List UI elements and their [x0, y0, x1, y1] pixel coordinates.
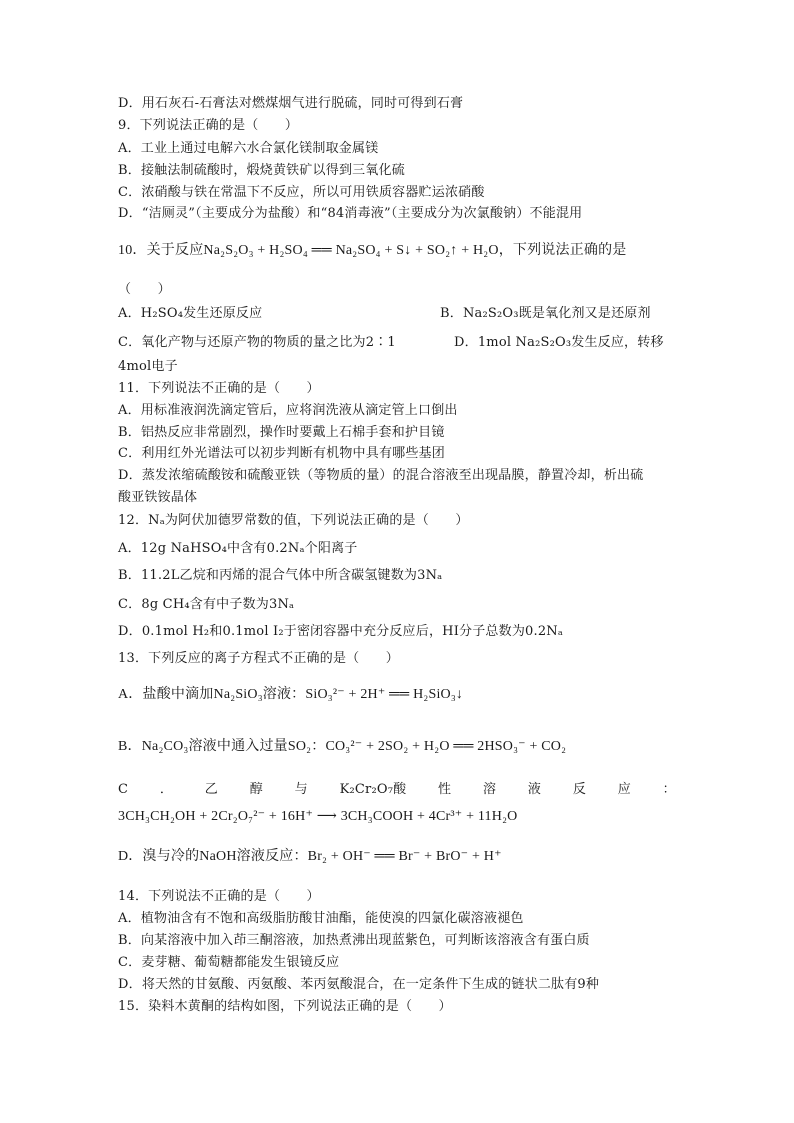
q10-option-d-text: D．1mol Na₂S₂O₃发生反应，转移 [454, 335, 664, 350]
q13-option-d: D．溴与冷的NaOH溶液反应：Br₂ + OH⁻ ══ Br⁻ + BrO⁻ + H⁺ [118, 849, 502, 864]
q13-option-c-part: 反 [572, 782, 587, 797]
q11-option-d-cont: 酸亚铁铵晶体 [118, 490, 198, 505]
q11-option-c: C．利用红外光谱法可以初步判断有机物中具有哪些基团 [118, 446, 445, 461]
q10-option-a [118, 305, 678, 323]
q13-option-c-justified [118, 781, 676, 799]
q11-option-a: A．用标准液润洗滴定管后，应将润洗液从滴定管上口倒出 [118, 403, 458, 418]
q14-option-c: C．麦芽糖、葡萄糖都能发生银镜反应 [118, 955, 340, 970]
q10-option-a-text: A．H₂SO₄发生还原反应 [118, 306, 263, 321]
q14-option-a: A．植物油含有不饱和高级脂肪酸甘油酯，能使溴的四氯化碳溶液褪色 [118, 911, 524, 926]
question-11-stem: 11．下列说法不正确的是（ ） [118, 381, 320, 396]
q13-option-c-part: 液 [527, 782, 542, 797]
q9-option-a: A．工业上通过电解六水合氯化镁制取金属镁 [118, 141, 379, 156]
q10-paren: （ ） [118, 282, 171, 297]
q9-option-c: C．浓硝酸与铁在常温下不反应，所以可用铁质容器贮运浓硝酸 [118, 185, 485, 200]
q13-option-c-part: 醇 [249, 782, 263, 797]
q13-option-c-part: 应 [617, 782, 631, 797]
q13-option-a: A．盐酸中滴加Na₂SiO₃溶液：SiO₃²⁻ + 2H⁺ ══ H₂SiO₃↓ [118, 687, 464, 702]
q10-option-b-text: B．Na₂S₂O₃既是氧化剂又是还原剂 [440, 306, 651, 321]
question-10-stem: 10．关于反应Na₂S₂O₃ + H₂SO₄ ══ Na₂SO₄ + S↓ + SO₂↑ + H₂O，下列说法正确的是 [118, 243, 627, 258]
q9-option-b: B．接触法制硫酸时，煅烧黄铁矿以得到三氧化硫 [118, 163, 405, 178]
q13-option-c-part: 乙 [204, 782, 218, 797]
question-13-stem: 13．下列反应的离子方程式不正确的是（ ） [118, 651, 399, 666]
q10-option-c-text: C．氧化产物与还原产物的物质的量之比为2∶1 [118, 335, 396, 350]
q13-option-c-equation: 3CH₃CH₂OH + 2Cr₂O₇²⁻ + 16H⁺ ⟶ 3CH₃COOH + 4Cr³⁺ + 11H₂O [118, 809, 518, 824]
question-9-stem: 9．下列说法正确的是（ ） [118, 118, 299, 133]
q8-option-d: D．用石灰石-石膏法对燃煤烟气进行脱硫，同时可得到石膏 [118, 96, 464, 111]
q13-option-c-part: 性 [438, 782, 452, 797]
q13-option-c-part: 与 [294, 782, 308, 797]
q9-option-d: D．“洁厕灵”（主要成分为盐酸）和“84消毒液”（主要成分为次氯酸钠）不能混用 [118, 206, 583, 221]
q13-option-c-part: 溶 [482, 782, 497, 797]
q13-option-b: B．Na₂CO₃溶液中通入过量SO₂：CO₃²⁻ + 2SO₂ + H₂O ══ 2HSO₃⁻ + CO₂ [118, 739, 567, 754]
question-14-stem: 14．下列说法不正确的是（ ） [118, 889, 320, 904]
q11-option-b: B．铝热反应非常剧烈，操作时要戴上石棉手套和护目镜 [118, 425, 445, 440]
q13-option-c [118, 781, 678, 799]
q14-option-d: D．将天然的甘氨酸、丙氨酸、苯丙氨酸混合，在一定条件下生成的链状二肽有9种 [118, 977, 600, 992]
question-15-stem: 15．染料木黄酮的结构如图，下列说法正确的是（ ） [118, 999, 452, 1014]
q12-option-a: A．12g NaHSO₄中含有0.2Nₐ个阳离子 [118, 541, 358, 556]
q10-option-d-cont: 4mol电子 [118, 359, 178, 374]
q10-option-c [118, 334, 678, 352]
q13-option-c-part: K₂Cr₂O₇酸 [339, 782, 407, 797]
q13-option-c-part: ． [159, 782, 174, 797]
question-12-stem: 12．Nₐ为阿伏加德罗常数的值，下列说法正确的是（ ） [118, 513, 469, 528]
q13-option-c-part: C [118, 782, 129, 797]
q13-option-c-part: ： [662, 782, 676, 797]
q12-option-b: B．11.2L乙烷和丙烯的混合气体中所含碳氢键数为3Nₐ [118, 568, 443, 583]
q12-option-c: C．8g CH₄含有中子数为3Nₐ [118, 597, 295, 612]
q11-option-d: D．蒸发浓缩硫酸铵和硫酸亚铁（等物质的量）的混合溶液至出现晶膜，静置冷却，析出硫 [118, 468, 644, 483]
q12-option-d: D．0.1mol H₂和0.1mol I₂于密闭容器中充分反应后，HI分子总数为0.2Nₐ [118, 624, 564, 639]
q14-option-b: B．向某溶液中加入茚三酮溶液，加热煮沸出现蓝紫色，可判断该溶液含有蛋白质 [118, 933, 590, 948]
